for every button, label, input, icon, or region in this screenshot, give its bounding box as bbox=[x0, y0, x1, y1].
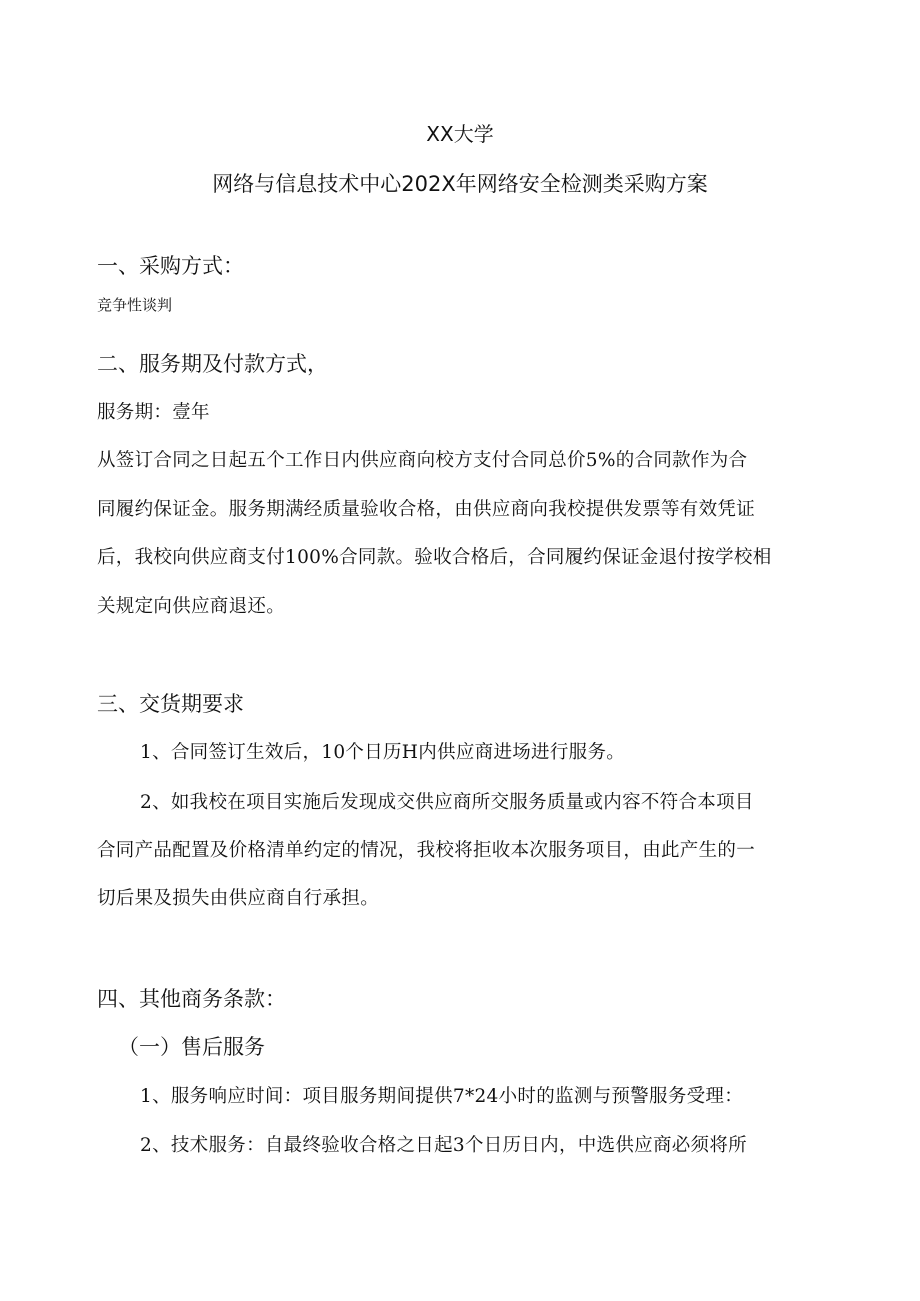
payment-line-3: 后，我校向供应商支付100%合同款。验收合格后，合同履约保证金退付按学校相 bbox=[97, 547, 772, 568]
delivery-item-2-line-2: 合同产品配置及价格清单约定的情况，我校将拒收本次服务项目，由此产生的一 bbox=[97, 840, 756, 861]
section4-heading: 四、其他商务条款： bbox=[97, 987, 286, 1011]
after-sales-heading: （一）售后服务 bbox=[118, 1035, 265, 1059]
payment-line-4: 关规定向供应商退还。 bbox=[97, 596, 286, 617]
service-period: 服务期：壹年 bbox=[97, 402, 210, 423]
document-title-line2: 网络与信息技术中心202X年网络安全检测类采购方案 bbox=[212, 172, 708, 196]
delivery-item-1: 1、合同签订生效后，10个日历H内供应商进场进行服务。 bbox=[140, 742, 626, 763]
section1-heading: 一、采购方式： bbox=[97, 254, 244, 278]
section1-content: 竞争性谈判 bbox=[97, 296, 173, 314]
payment-line-2: 同履约保证金。服务期满经质量验收合格，由供应商向我校提供发票等有效凭证 bbox=[97, 499, 756, 520]
document-title-line1: XX大学 bbox=[426, 122, 494, 146]
payment-line-1: 从签订合同之日起五个工作日内供应商向校方支付合同总价5%的合同款作为合 bbox=[97, 450, 748, 471]
section3-heading: 三、交货期要求 bbox=[97, 692, 244, 716]
after-sales-item-1: 1、服务响应时间：项目服务期间提供7*24小时的监测与预警服务受理： bbox=[140, 1086, 744, 1107]
section2-heading: 二、服务期及付款方式， bbox=[97, 352, 328, 376]
delivery-item-2-line-1: 2、如我校在项目实施后发现成交供应商所交服务质量或内容不符合本项目 bbox=[140, 792, 754, 813]
delivery-item-2-line-3: 切后果及损失由供应商自行承担。 bbox=[97, 888, 380, 909]
after-sales-item-2: 2、技术服务：自最终验收合格之日起3个日历日内，中选供应商必须将所 bbox=[140, 1135, 747, 1156]
